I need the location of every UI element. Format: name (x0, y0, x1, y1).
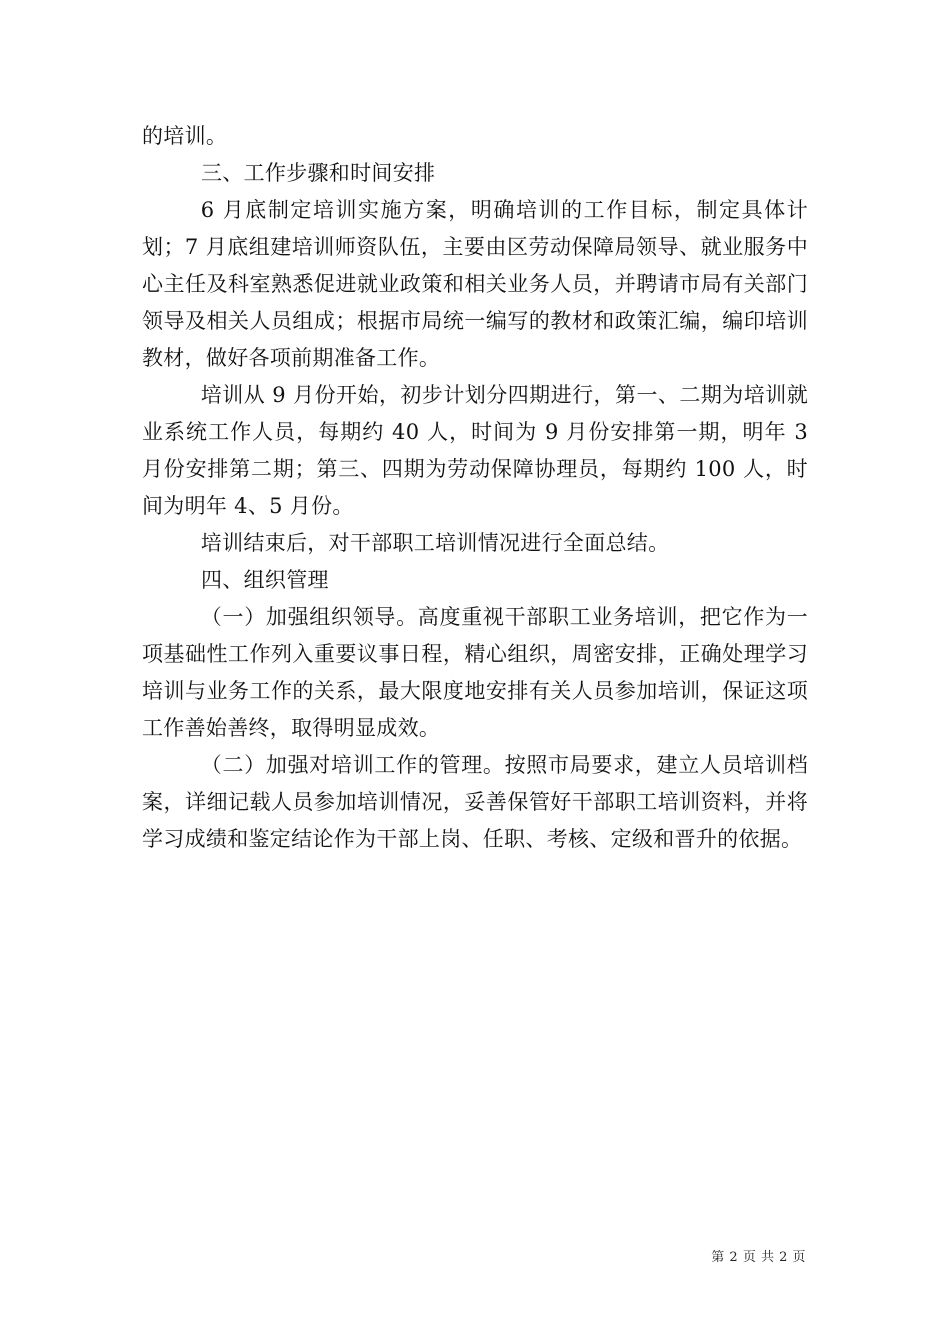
document-body (142, 118, 808, 858)
page-number-footer: 第 2 页 共 2 页 (711, 1250, 806, 1265)
paragraph-continuation: 的培训。 (142, 124, 228, 148)
paragraph-leadership: （一）加强组织领导。高度重视干部职工业务培训，把它作为一项基础性工作列入重要议事日程，精心组织，周密安排，正确处理学习培训与业务工作的关系，最大限度地安排有关人员参加培训，保证这项工作善始善终，取得明显成效。 (142, 605, 808, 740)
paragraph-training-phases: 培训从 9 月份开始，初步计划分四期进行，第一、二期为培训就业系统工作人员，每期约 40 人，时间为 9 月份安排第一期，明年 3 月份安排第二期；第三、四期为劳动保障协理员，每期约 100 人，时间为明年 4、5 月份。 (142, 383, 808, 518)
section-heading-management: 四、组织管理 (201, 568, 329, 592)
paragraph-training-summary: 培训结束后，对干部职工培训情况进行全面总结。 (200, 531, 670, 555)
paragraph-june-plan: 6 月底制定培训实施方案，明确培训的工作目标，制定具体计划；7 月底组建培训师资队伍，主要由区劳动保障局领导、就业服务中心主任及科室熟悉促进就业政策和相关业务人员，并聘请市局有关部门领导及相关人员组成；根据市局统一编写的教材和政策汇编，编印培训教材，做好各项前期准备工作。 (142, 198, 808, 370)
section-heading-schedule: 三、工作步骤和时间安排 (201, 161, 436, 185)
paragraph-training-management: （二）加强对培训工作的管理。按照市局要求，建立人员培训档案，详细记载人员参加培训情况，妥善保管好干部职工培训资料，并将学习成绩和鉴定结论作为干部上岗、任职、考核、定级和晋升的依据。 (142, 753, 808, 851)
